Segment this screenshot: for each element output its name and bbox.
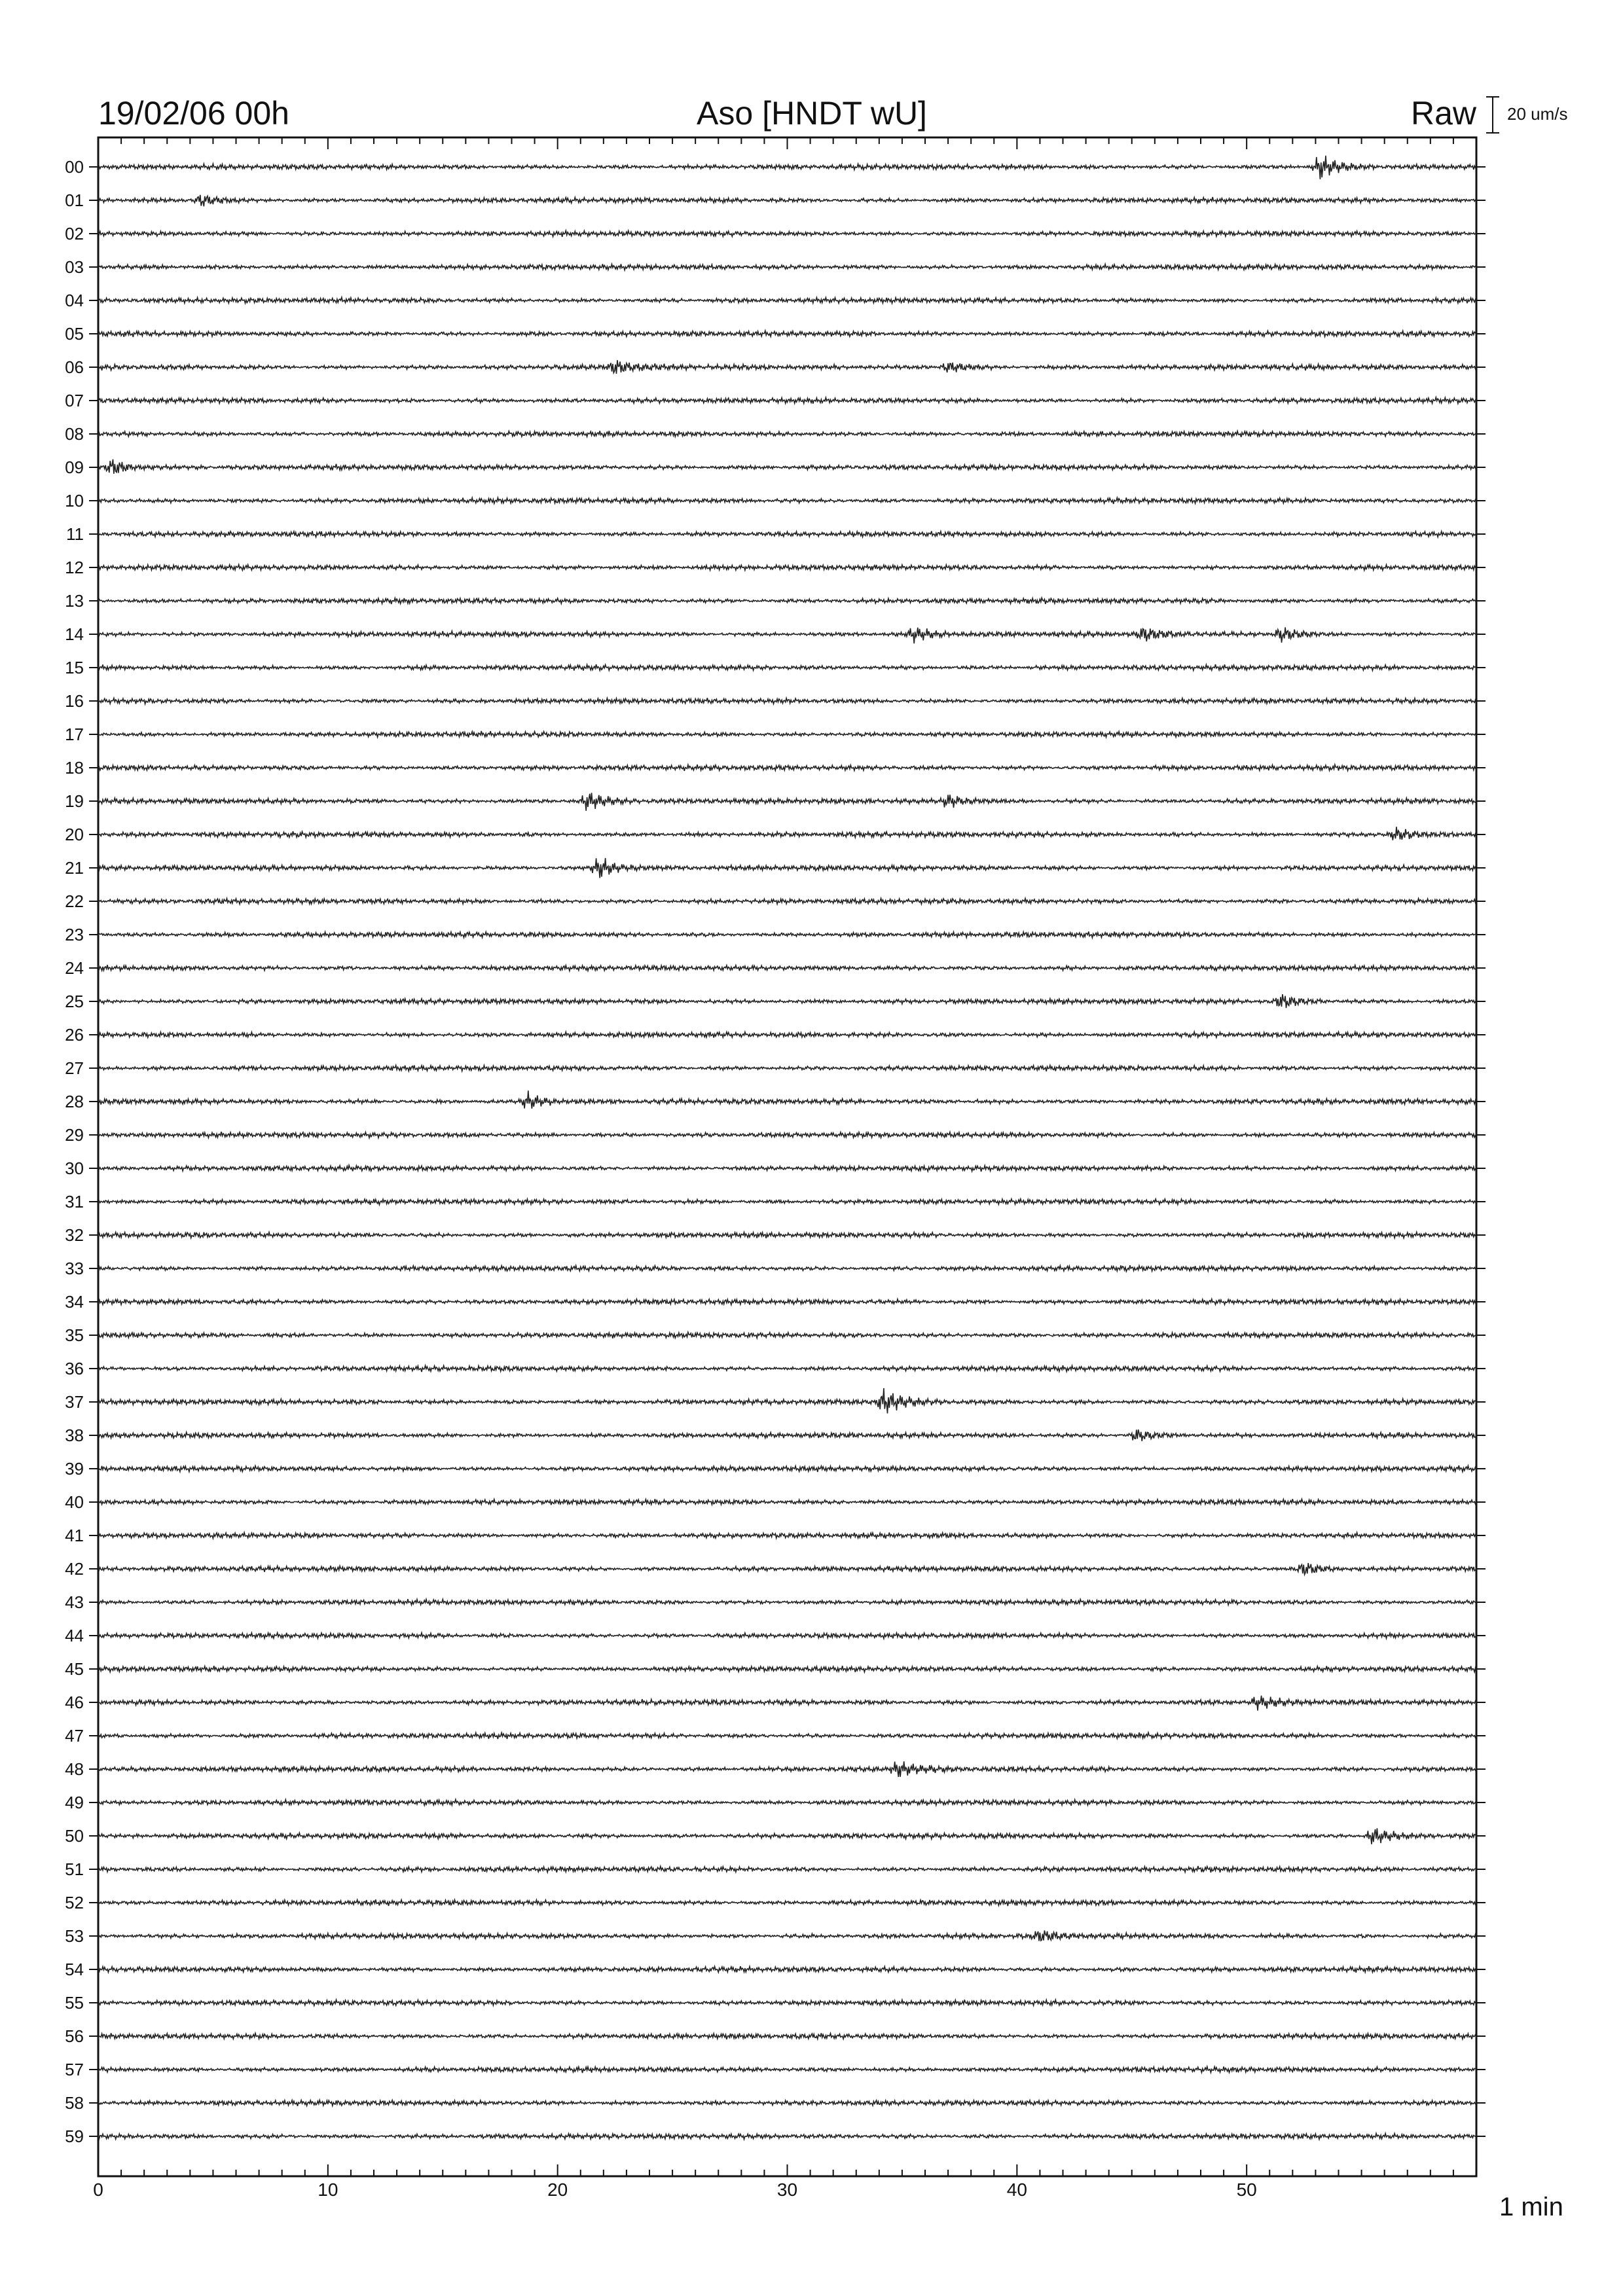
row-label: 30 — [65, 1158, 84, 1178]
trace-line — [98, 264, 1476, 270]
row-label: 28 — [65, 1092, 84, 1111]
trace-line — [98, 793, 1476, 811]
trace-line — [98, 1299, 1476, 1305]
trace-line — [98, 331, 1476, 337]
row-label: 56 — [65, 2026, 84, 2046]
row-label: 29 — [65, 1125, 84, 1145]
trace-line — [98, 827, 1476, 840]
row-label: 43 — [65, 1592, 84, 1612]
trace-line — [98, 1132, 1476, 1138]
row-label: 17 — [65, 725, 84, 744]
row-label: 58 — [65, 2093, 84, 2113]
trace-line — [98, 1499, 1476, 1505]
trace-line — [98, 1165, 1476, 1172]
x-tick-labels — [93, 2179, 1257, 2200]
trace-line — [98, 1696, 1476, 1711]
trace-line — [98, 1232, 1476, 1238]
row-label: 46 — [65, 1693, 84, 1712]
trace-line — [98, 1599, 1476, 1605]
trace-line — [98, 1365, 1476, 1372]
row-label: 14 — [65, 624, 84, 644]
row-label: 34 — [65, 1292, 84, 1312]
row-label: 00 — [65, 157, 84, 177]
trace-line — [98, 1265, 1476, 1271]
trace-line — [98, 1799, 1476, 1806]
trace-line — [98, 698, 1476, 704]
row-label: 45 — [65, 1659, 84, 1679]
trace-line — [98, 2134, 1476, 2140]
trace-line — [98, 1032, 1476, 1038]
x-tick-label: 20 — [547, 2179, 568, 2200]
row-label: 10 — [65, 491, 84, 511]
x-axis-label: 1 min — [1499, 2193, 1563, 2221]
trace-line — [98, 531, 1476, 537]
mode-label: Raw — [1410, 95, 1476, 132]
trace-line — [98, 1066, 1476, 1071]
trace-line — [98, 1931, 1476, 1941]
row-label: 13 — [65, 591, 84, 611]
row-label: 07 — [65, 391, 84, 410]
trace-line — [98, 931, 1476, 937]
chart-title: Aso [HNDT wU] — [697, 95, 927, 132]
trace-line — [98, 1966, 1476, 1973]
trace-line — [98, 858, 1476, 878]
row-label: 59 — [65, 2126, 84, 2146]
trace-line — [98, 1666, 1476, 1672]
row-label: 03 — [65, 257, 84, 277]
trace-line — [98, 1090, 1476, 1109]
row-label: 36 — [65, 1359, 84, 1378]
trace-line — [98, 2000, 1476, 2005]
trace-line — [98, 2033, 1476, 2039]
datetime-label: 19/02/06 00h — [98, 95, 289, 132]
trace-line — [98, 1533, 1476, 1539]
row-label: 22 — [65, 891, 84, 911]
row-label: 24 — [65, 958, 84, 978]
trace-line — [98, 230, 1476, 237]
row-label: 31 — [65, 1192, 84, 1211]
row-label: 12 — [65, 558, 84, 577]
row-label: 51 — [65, 1859, 84, 1879]
trace-line — [98, 1563, 1476, 1575]
row-label: 32 — [65, 1225, 84, 1245]
row-label: 16 — [65, 691, 84, 711]
trace-line — [98, 497, 1476, 504]
trace-line — [98, 2067, 1476, 2073]
row-label: 23 — [65, 925, 84, 944]
row-label: 09 — [65, 457, 84, 477]
row-label: 06 — [65, 357, 84, 377]
trace-line — [98, 431, 1476, 437]
row-label: 27 — [65, 1058, 84, 1078]
trace-line — [98, 1388, 1476, 1414]
trace-line — [98, 731, 1476, 738]
row-label: 08 — [65, 424, 84, 444]
row-label: 41 — [65, 1526, 84, 1545]
row-label: 04 — [65, 291, 84, 310]
trace-line — [98, 1332, 1476, 1338]
scale-label: 20 um/s — [1507, 104, 1568, 124]
row-label: 26 — [65, 1025, 84, 1045]
row-label: 40 — [65, 1492, 84, 1512]
row-label: 44 — [65, 1626, 84, 1645]
row-label: 42 — [65, 1559, 84, 1579]
trace-line — [98, 565, 1476, 571]
row-label: 19 — [65, 791, 84, 811]
row-label: 57 — [65, 2060, 84, 2079]
x-tick-label: 10 — [318, 2179, 338, 2200]
row-label: 50 — [65, 1826, 84, 1846]
row-label: 49 — [65, 1793, 84, 1812]
row-label: 47 — [65, 1726, 84, 1746]
trace-line — [98, 1429, 1476, 1441]
x-tick-label: 30 — [776, 2179, 798, 2200]
trace-line — [98, 628, 1476, 644]
trace-line — [98, 397, 1476, 404]
row-label: 37 — [65, 1392, 84, 1412]
row-label: 18 — [65, 758, 84, 778]
trace-line — [98, 156, 1476, 179]
row-label: 53 — [65, 1926, 84, 1946]
amplitude-scale-bar — [1486, 97, 1499, 133]
trace-line — [98, 297, 1476, 303]
row-label: 38 — [65, 1426, 84, 1445]
trace-line — [98, 360, 1476, 374]
trace-line — [98, 1199, 1476, 1205]
row-label: 05 — [65, 324, 84, 344]
row-label: 11 — [66, 524, 84, 544]
trace-line — [98, 195, 1476, 207]
row-label: 21 — [65, 858, 84, 878]
trace-line — [98, 664, 1476, 671]
row-label: 33 — [65, 1259, 84, 1278]
row-label: 54 — [65, 1960, 84, 1979]
x-tick-label: 50 — [1236, 2179, 1257, 2200]
trace-line — [98, 459, 1476, 474]
trace-line — [98, 1633, 1476, 1639]
row-label: 55 — [65, 1993, 84, 2013]
row-label: 15 — [65, 658, 84, 677]
row-label: 02 — [65, 224, 84, 243]
trace-line — [98, 1732, 1476, 1739]
trace-line — [98, 994, 1476, 1008]
trace-line — [98, 1761, 1476, 1777]
trace-line — [98, 598, 1476, 604]
trace-line — [98, 1828, 1476, 1844]
row-label: 48 — [65, 1759, 84, 1779]
row-label: 35 — [65, 1325, 84, 1345]
x-tick-label: 40 — [1006, 2179, 1027, 2200]
row-label: 39 — [65, 1459, 84, 1479]
row-label: 01 — [65, 190, 84, 210]
trace-line — [98, 2100, 1476, 2106]
seismic-traces — [89, 156, 1486, 2140]
row-label: 25 — [65, 992, 84, 1011]
trace-line — [98, 1866, 1476, 1873]
trace-line — [98, 764, 1476, 771]
x-tick-label: 0 — [93, 2179, 103, 2200]
row-labels — [65, 157, 84, 2146]
row-label: 52 — [65, 1893, 84, 1912]
trace-line — [98, 1899, 1476, 1906]
trace-line — [98, 965, 1476, 971]
trace-line — [98, 899, 1476, 905]
trace-line — [98, 1465, 1476, 1472]
row-label: 20 — [65, 825, 84, 844]
